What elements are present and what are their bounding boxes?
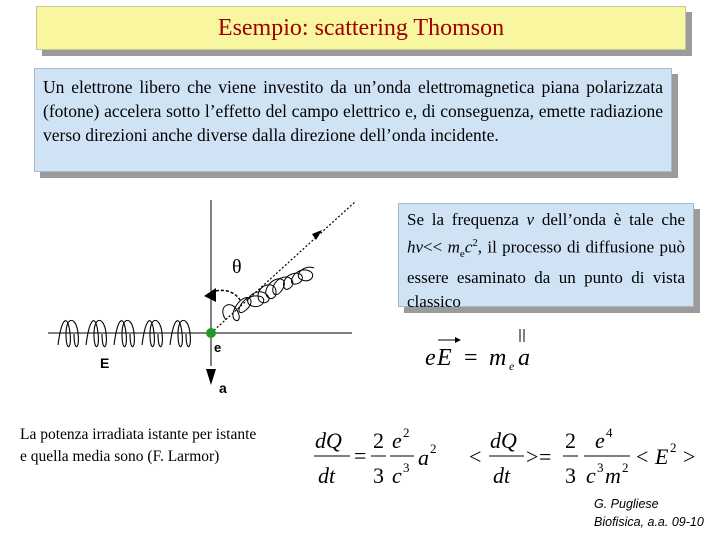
eq3-E-exp: 2 bbox=[670, 440, 677, 455]
eq2-a-exp: 2 bbox=[430, 441, 437, 456]
eq2-dQ: dQ bbox=[315, 428, 342, 453]
side-text-part: Se la frequenza bbox=[407, 210, 527, 229]
larmor-text: La potenza irradiata istante per istante e quella media sono (F. Larmor) bbox=[20, 426, 257, 465]
intro-text: Un elettrone libero che viene investito da un’onda elettromagnetica piana polarizzata (fotone) accelera sotto l’effetto del campo elettrico e, di conseguenza, emette radiazione verso direzioni anche diverse dalla direzione dell’onda incidente. bbox=[43, 77, 663, 145]
scattered-wave-arrow-icon bbox=[312, 230, 322, 240]
eq3-e: e bbox=[595, 428, 605, 453]
eq2-c: c bbox=[392, 463, 402, 488]
mass-symbol: m bbox=[447, 237, 460, 257]
much-less-symbol: << bbox=[423, 237, 448, 257]
eq3-two: 2 bbox=[565, 428, 576, 453]
eq3-e-exp: 4 bbox=[606, 425, 613, 440]
c-symbol: c bbox=[464, 237, 473, 257]
electron-label: e bbox=[214, 340, 222, 355]
eq2-a: a bbox=[418, 445, 429, 470]
eq3-c-exp: 3 bbox=[597, 460, 604, 475]
eq2-e: e bbox=[392, 428, 402, 453]
eq1-sub-e: e bbox=[509, 359, 515, 373]
incident-wave bbox=[58, 320, 190, 346]
equation-larmor-instant bbox=[314, 425, 437, 488]
eq2-two: 2 bbox=[373, 428, 384, 453]
eq2-equals: = bbox=[354, 443, 367, 468]
eq2-three: 3 bbox=[373, 463, 384, 488]
nu-symbol: ν bbox=[526, 210, 535, 229]
eq3-m: m bbox=[605, 463, 621, 488]
eq3-dt: dt bbox=[493, 463, 511, 488]
c-exponent: 2 bbox=[472, 236, 478, 249]
vector-arrow-E-head bbox=[455, 337, 461, 343]
eq1-e: e bbox=[425, 345, 436, 371]
eq1-E: E bbox=[437, 345, 452, 371]
electron-dot bbox=[206, 328, 216, 338]
slide-title: Esempio: scattering Thomson bbox=[217, 14, 505, 41]
equation-newton bbox=[425, 329, 530, 373]
eq2-dt: dt bbox=[318, 463, 336, 488]
eq1-a: a bbox=[518, 345, 530, 371]
eq2-c-exp: 3 bbox=[403, 460, 410, 475]
theta-label: θ bbox=[232, 256, 242, 278]
side-text-part: , il processo di diffusione può essere esaminato da un punto di vista classico bbox=[407, 237, 685, 311]
mass-subscript: e bbox=[459, 247, 465, 260]
eq3-m-exp: 2 bbox=[622, 460, 629, 475]
eq3-gt: > bbox=[526, 444, 539, 469]
field-label: E bbox=[100, 355, 110, 371]
credit-author: G. Pugliese bbox=[594, 497, 659, 511]
eq3-dQ: dQ bbox=[490, 428, 517, 453]
eq2-e-exp: 2 bbox=[403, 425, 410, 440]
equation-larmor-average bbox=[469, 425, 695, 488]
eq3-three: 3 bbox=[565, 463, 576, 488]
credit bbox=[594, 495, 704, 531]
h-nu-symbol: hν bbox=[407, 237, 424, 257]
eq3-lt: < bbox=[469, 444, 482, 469]
eq3-c: c bbox=[586, 463, 596, 488]
acceleration-arrow-icon bbox=[206, 369, 216, 385]
eq3-equals: = bbox=[539, 444, 552, 469]
eq3-gt2: > bbox=[683, 444, 696, 469]
eq3-lt2: < bbox=[636, 444, 649, 469]
eq3-E: E bbox=[655, 444, 669, 469]
eq1-equals: = bbox=[464, 345, 478, 371]
eq1-m: m bbox=[489, 345, 507, 371]
acceleration-label: a bbox=[219, 380, 227, 396]
side-text-part: dell’onda è tale che bbox=[534, 210, 685, 229]
theta-arrow-icon bbox=[204, 288, 216, 302]
credit-course: Biofisica, a.a. 09-10 bbox=[594, 515, 704, 529]
